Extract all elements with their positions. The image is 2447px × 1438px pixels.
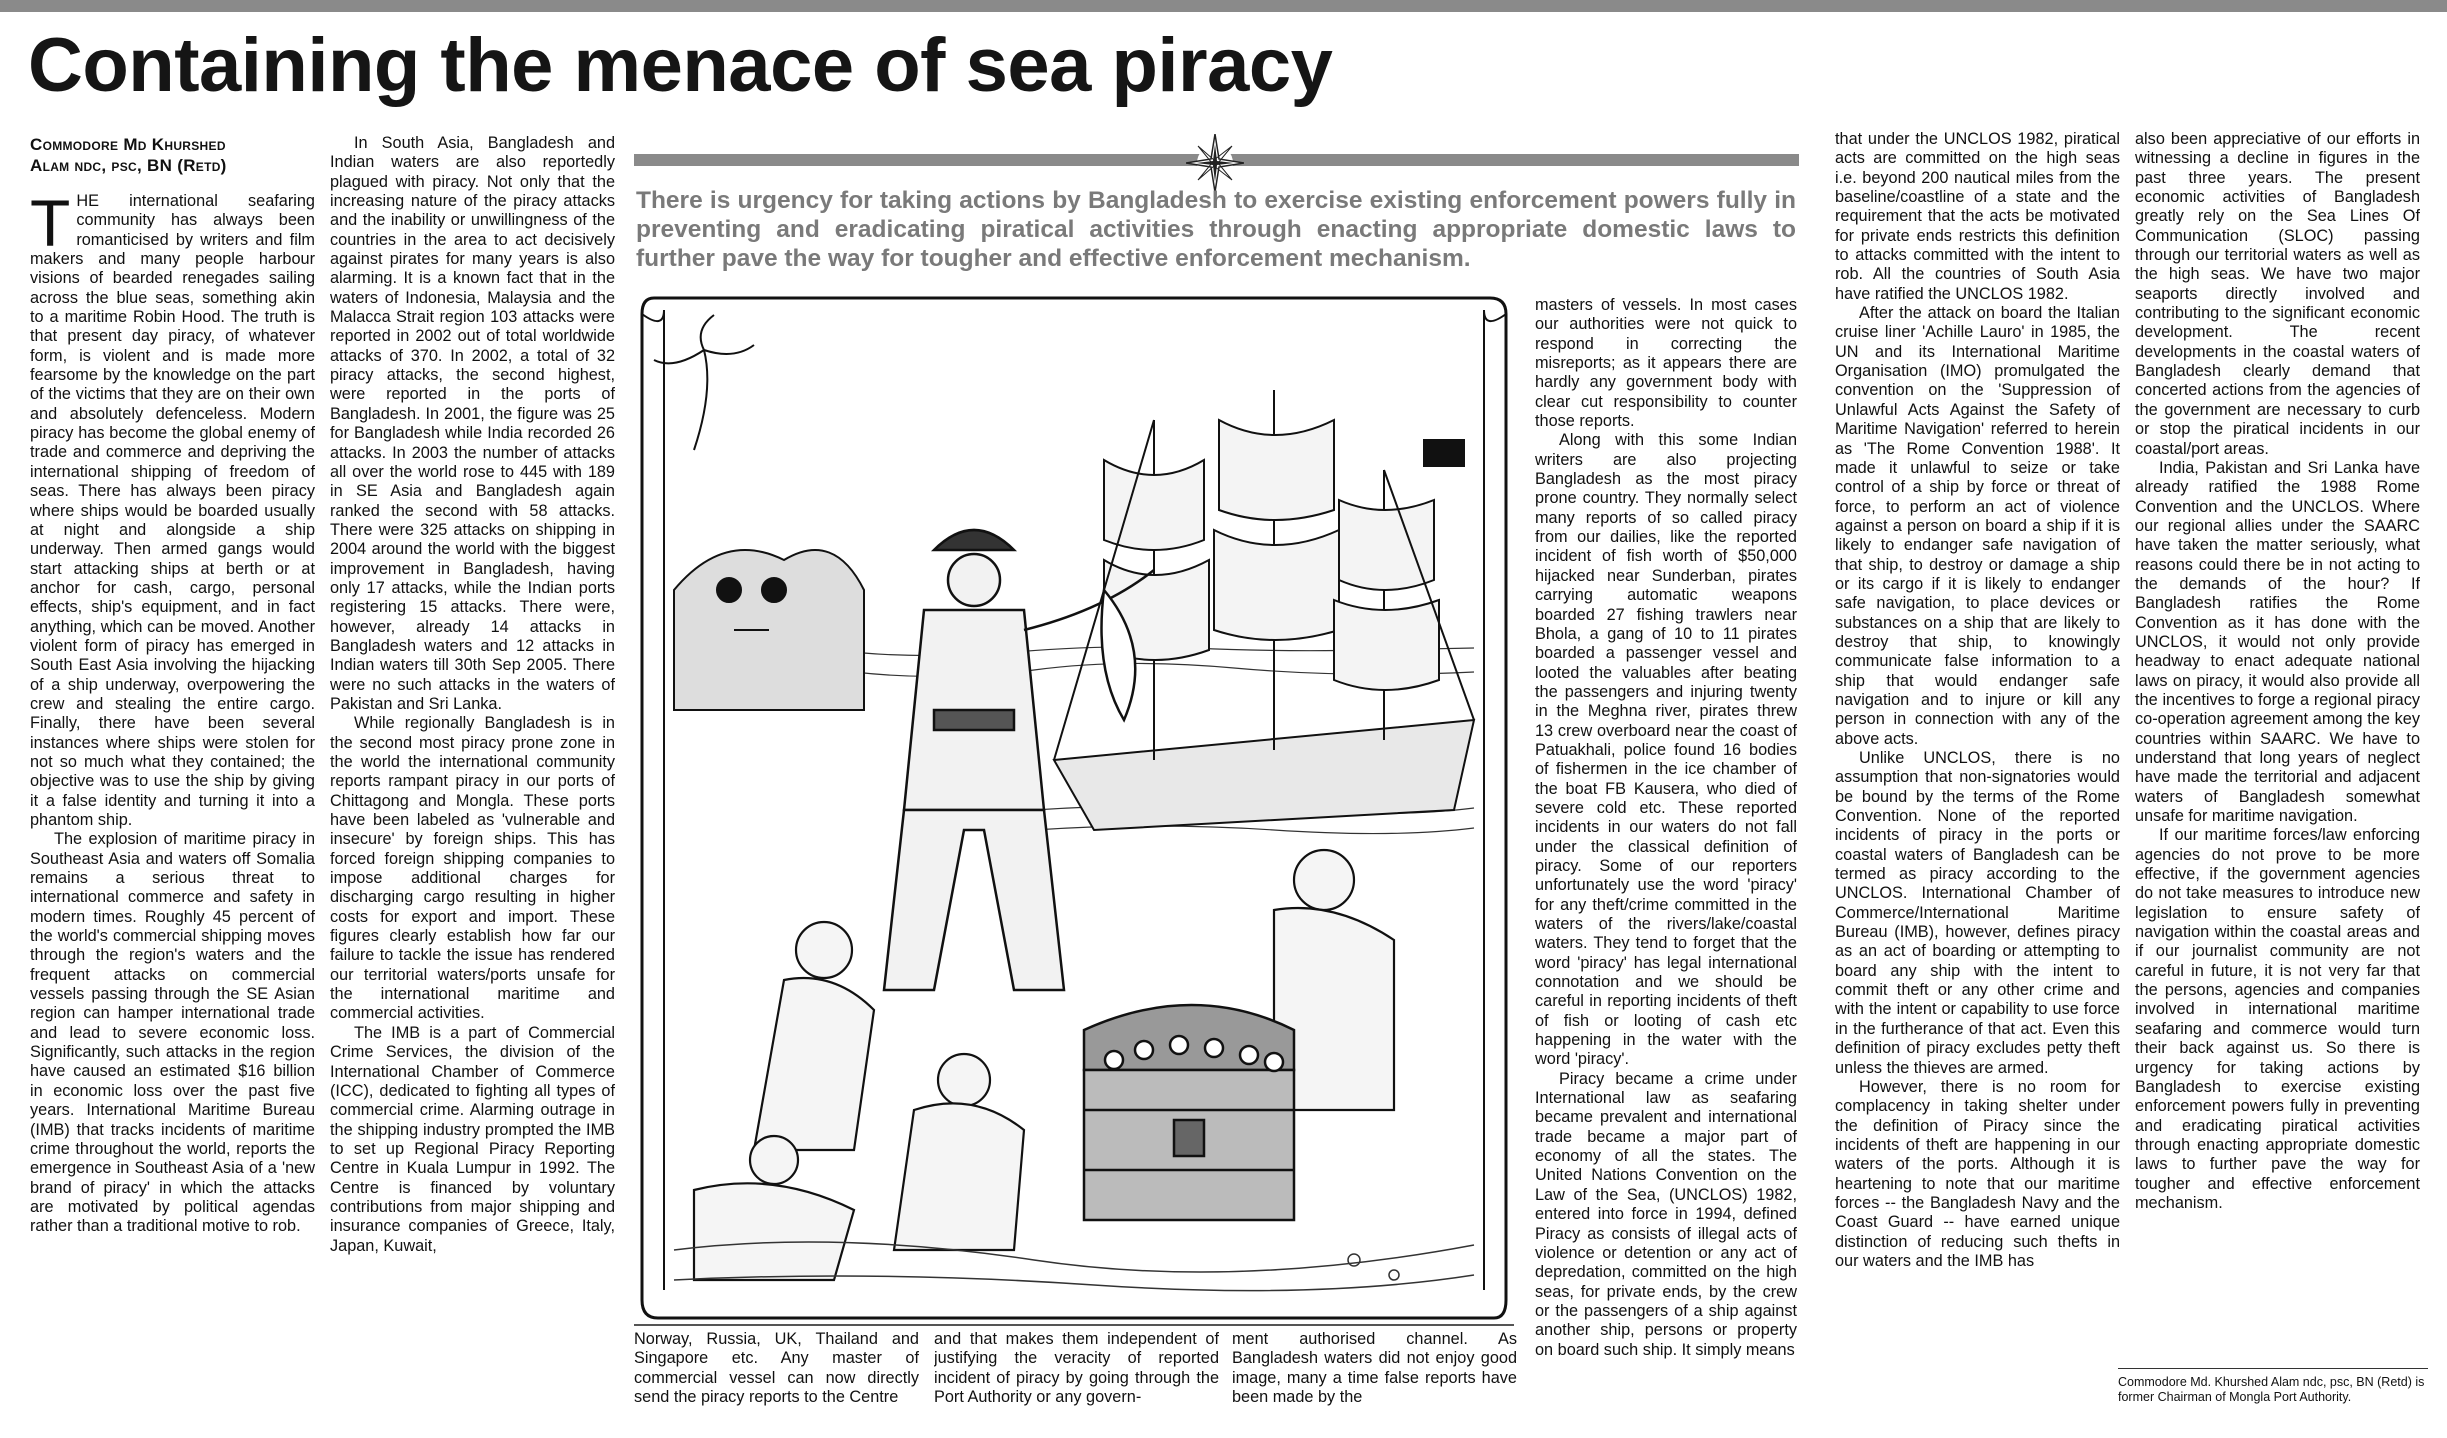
- paragraph: While regionally Bangladesh is in the second most piracy prone zone in the world the international community reports rampant piracy in our ports of Chittagong and Mongla. These ports have been labeled as 'vulnerable and insecure' by foreign ships. This has forced foreign shipping companies to impose additional charges for discharging cargo resulting in higher costs for export and import. These figures clearly establish how far our failure to tackle the issue has rendered our territorial waters/ports unsafe for the international maritime and commercial activities.: [330, 714, 615, 1023]
- paragraph: Along with this some Indian writers are also projecting Bangladesh as the most piracy prone country. They normally select many reports of so called piracy from our dailies, like the reported incident of fish worth of $50,000 hijacked near Sunderban, pirates carrying automatic weapons boarded 27 fishing trawlers near Bhola, a gang of 10 to 11 pirates boarded a passenger vessel and looted the valuables after beating the passengers and injuring twenty in the Meghna river, pirates threw 13 crew overboard near the coast of Patuakhali, police found 16 bodies of fishermen in the ice chamber of the boat FB Kausera, who died of severe cold etc. These reported incidents in our waters do not fall under the classical definition of piracy. Some of our reporters unfortunately use the word 'piracy' for any theft/crime committed in the waters of the rivers/lake/coastal waters. They tend to forget that the word 'piracy' has legal international connotation and we should be careful in reporting incidents of theft of fish or looting of cash etc happening in the water with the word 'piracy'.: [1535, 431, 1797, 1069]
- paragraph: masters of vessels. In most cases our authorities were not quick to respond in correcting the misreports; as it appears there are hardly any government body with clear cut responsibility to counter those reports.: [1535, 296, 1797, 431]
- paragraph: The IMB is a part of Commercial Crime Services, the division of the International Chamber of Commerce (ICC), dedicated to fighting all types of commercial crime. Alarming outrage in the shipping industry prompted the IMB to set up Regional Piracy Reporting Centre in Kuala Lumpur in 1992. The Centre is financed by voluntary contributions from major shipping and insurance companies of Greece, Italy, Japan, Kuwait,: [330, 1023, 615, 1255]
- paragraph: ment authorised channel. As Bangladesh waters did not enjoy good image, many a time false reports have been made by the: [1232, 1330, 1517, 1407]
- author-bio: Commodore Md. Khurshed Alam ndc, psc, BN (Retd) is former Chairman of Mongla Port Authority.: [2118, 1368, 2428, 1405]
- paragraph: After the attack on board the Italian cruise liner 'Achille Lauro' in 1985, the UN and its International Maritime Organisation (IMO) promulgated the convention on the 'Suppression of Unlawful Acts Against the Safety of Maritime Navigation' referred to herein as 'The Rome Convention 1988'. It made it unlawful to seize or take control of a ship by force or threat of force, to perform an act of violence against a person on board a ship if it is likely to endanger safe navigation of that ship, to destroy or damage a ship or its cargo if it is likely to endanger safe navigation, to place devices or substances on a ship that are likely to destroy that ship, to knowingly communicate false information to a ship that would endanger safe navigation and to injure or kill any person in connection with any of the above acts.: [1835, 304, 2120, 748]
- column-7: [2135, 130, 2420, 1360]
- paragraph: If our maritime forces/law enforcing agencies do not prove to be more effective, if the government agencies do not take measures to introduce new legislation to ensure safety of navigation within the coastal areas and if our journalist community are not careful in future, it is not very far that the persons, agencies and companies involved in international maritime seafaring and commerce would turn their back against us. So there is urgency for taking actions by Bangladesh to exercise existing enforcement powers fully in preventing and eradicating piratical activities through enacting appropriate domestic laws to further pave the way for tougher and effective enforcement mechanism.: [2135, 826, 2420, 1212]
- illustration-bottom-rule: [634, 1324, 1514, 1326]
- byline: [30, 134, 315, 176]
- byline-line-1: Commodore Md Khurshed: [30, 135, 226, 154]
- column-6: [1835, 130, 2120, 1426]
- column-1: [30, 134, 315, 1424]
- paragraph: Norway, Russia, UK, Thailand and Singapore etc. Any master of commercial vessel can now directly send the piracy reports to the Centre: [634, 1330, 919, 1407]
- paragraph: Piracy became a crime under International law as seafaring became prevalent and international trade became a major part of economy of all the states. The United Nations Convention on the Law of the Sea, (UNCLOS) 1982, entered into force in 1994, defined Piracy as consists of illegal acts of violence or detention or any act of depredation, committed on the high seas, for private ends, by the crew or the passengers of a ship against another ship, persons or property on board such ship. It simply means: [1535, 1069, 1797, 1359]
- paragraph: However, there is no room for complacency in taking shelter under the definition of Piracy since the incidents of theft are happening in our waters of the ports. Although it is heartening to note that our maritime forces -- the Bangladesh Navy and the Coast Guard -- have earned unique distinction of reducing such thefts in our waters and the IMB has: [1835, 1077, 2120, 1270]
- paragraph: The explosion of maritime piracy in Southeast Asia and waters off Somalia remains a serious threat to international commerce and safety in modern times. Roughly 45 percent of the world's commercial shipping moves through the region's waters and the frequent attacks on commercial vessels passing through the SE Asian region can hamper international trade and lead to severe economic loss. Significantly, such attacks in the region have caused an estimated $16 billion in economic loss over the past five years. International Maritime Bureau (IMB) that tracks incidents of maritime crime throughout the world, reports the emergence in Southeast Asia of a 'new brand of piracy' in which the attacks are motivated by political agendas rather than a traditional motive to rob.: [30, 830, 315, 1236]
- top-rule: [0, 0, 2447, 12]
- drop-cap: T: [30, 186, 71, 260]
- paragraph: India, Pakistan and Sri Lanka have already ratified the 1988 Rome Convention and the UNCLOS. Where our regional allies under the SAARC have taken the matter seriously, what reasons could there be in not acting to the demands of the hour? If Bangladesh ratifies the Rome Convention as it has done with the UNCLOS, it would not only provide headway to enact adequate national laws on piracy, it would also provide all the incentives to forge a regional piracy co-operation agreement among the key countries within SAARC. We have to understand that long years of neglect have made the territorial and adjacent waters of Bangladesh somewhat unsafe for maritime navigation.: [2135, 458, 2420, 826]
- column-3: [634, 1330, 919, 1430]
- paragraph: In South Asia, Bangladesh and Indian waters are also reportedly plagued with piracy. Not only that the increasing nature of the piracy attacks and the inability or unwillingness of the countries in the area to act decisively against pirates for many years is also alarming. It is a known fact that in the waters of Indonesia, Malaysia and the Malacca Strait region 103 attacks were reported in 2002 out of total worldwide attacks of 370. In 2002, a total of 32 piracy attacks, the second highest, were reported in the ports of Bangladesh. In 2001, the figure was 25 for Bangladesh while India recorded 26 attacks. In 2003 the number of attacks all over the world rose to 445 with 189 in SE Asia and Bangladesh again ranked the second with 58 attacks. There were 325 attacks on shipping in 2004 around the world with the biggest improvement in Bangladesh, having only 17 attacks, while the Indian ports registering 15 attacks. There were, however, already 14 attacks in Bangladesh waters and 12 attacks in Indian waters till 30th Sep 2005. There were no such attacks in the waters of Pakistan and Sri Lanka.: [330, 134, 615, 713]
- paragraph: HE international seafaring community has always been romanticised by writers and film makers and many people harbour visions of bearded renegades sailing across the blue seas, something akin to a maritime Robin Hood. The truth is that present day piracy, of whatever form, is violent and is made more fearsome by the knowledge on the part of the victims that they are on their own and absolutely defenceless. Modern piracy has become the global enemy of trade and commerce and depriving the international shipping of freedom of seas. There has always been piracy where ships would be boarded usually at night and alongside a ship underway. Then armed gangs would start attacking ships at berth or at anchor for cash, cargo, personal effects, ship's equipment, and in fact anything, which can be moved. Another violent form of piracy has emerged in South East Asia involving the hijacking of a ship underway, overpowering the crew and stealing the entire cargo. Finally, there have been several instances where ships were stolen for not so much what they contained; the objective was to use the ship by giving it a false identity and turning it into a phantom ship.: [30, 192, 315, 829]
- column-2: [330, 134, 615, 1424]
- column-5-bottom: [1232, 1330, 1517, 1430]
- pull-quote: There is urgency for taking actions by Bangladesh to exercise existing enforcement powers fully in preventing and eradicating piratical activities through enacting appropriate domestic laws to further pave the way for tougher and effective enforcement mechanism.: [636, 187, 1796, 272]
- paragraph: that under the UNCLOS 1982, piratical acts are committed on the high seas i.e. beyond 200 nautical miles from the baseline/coastline of a state and the requirement that the acts be motivated for private ends restricts this definition to attacks committed with the intent to rob. All the countries of South Asia have ratified the UNCLOS 1982.: [1835, 130, 2120, 303]
- column-4: [934, 1330, 1219, 1430]
- paragraph: Unlike UNCLOS, there is no assumption that non-signatories would be bound by the terms of the Rome Convention. None of the reported incidents of piracy in the ports or coastal waters of Bangladesh can be termed as piracy according to the UNCLOS. International Chamber of Commerce/International Maritime Bureau (IMB), however, defines piracy as an act of boarding or attempting to board any ship with the intent to commit theft or any other crime and with the intent or capability to use force in the furtherance of that act. Even this definition of piracy excludes petty theft unless the thieves are armed.: [1835, 749, 2120, 1077]
- pirates-with-treasure-chest-illustration: [634, 290, 1514, 1325]
- pull-quote-block: [634, 134, 1799, 284]
- byline-line-2: Alam ndc, psc, BN (Retd): [30, 156, 227, 175]
- column-5: [1535, 296, 1797, 1426]
- paragraph: also been appreciative of our efforts in witnessing a decline in figures in the past three years. The present economic activities of Bangladesh greatly rely on the Sea Lines Of Communication (SLOC) passing through our territorial waters as well as the high seas. We have two major seaports directly involved and contributing to the significant economic development. The recent developments in the coastal waters of Bangladesh clearly demand that concerted actions from the agencies of the government are necessary to curb or stop the piratical incidents in our coastal/port areas.: [2135, 130, 2420, 458]
- headline: Containing the menace of sea piracy: [28, 23, 1333, 108]
- paragraph: and that makes them independent of justifying the veracity of reported incident of piracy by going through the Port Authority or any govern-: [934, 1330, 1219, 1407]
- compass-star-icon: [1186, 134, 1244, 192]
